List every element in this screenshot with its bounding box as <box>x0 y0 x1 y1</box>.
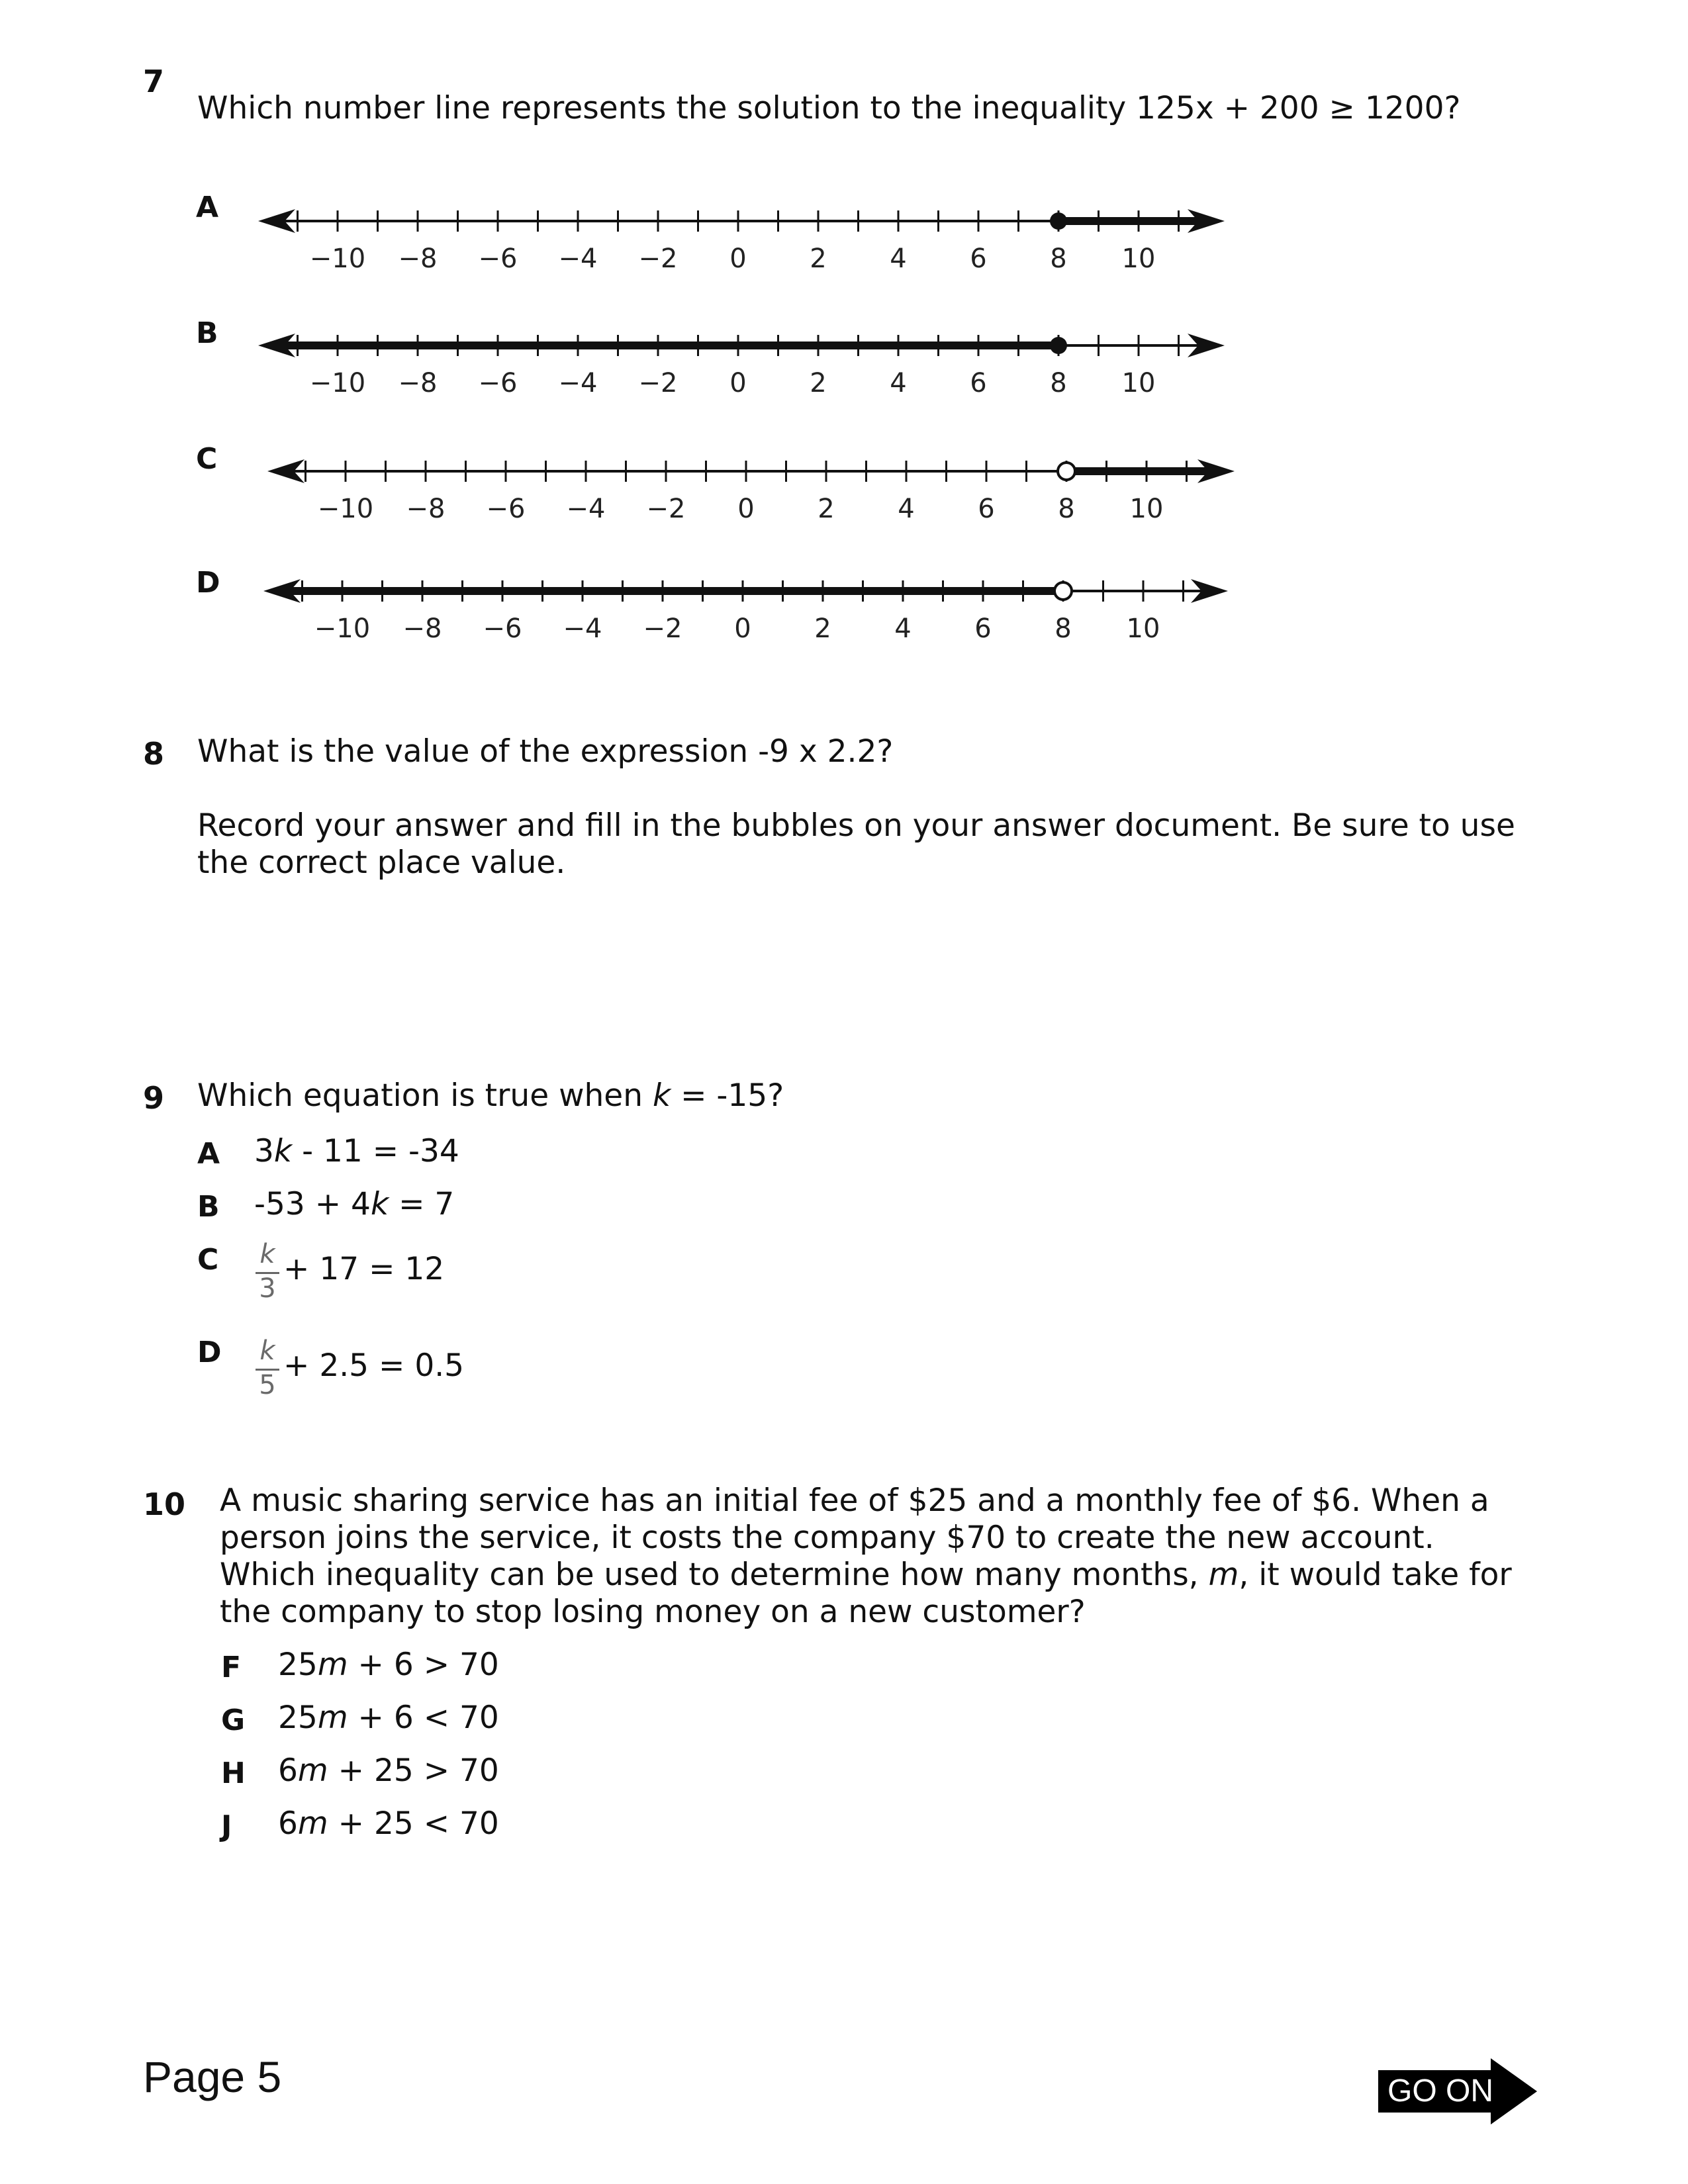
question-text-line: Which inequality can be used to determine how many months, m, it would take for <box>220 1557 1512 1593</box>
tick-label: 8 <box>1050 368 1067 398</box>
tick-label: 8 <box>1058 494 1075 524</box>
tick-label: −2 <box>646 494 686 524</box>
choice-text[interactable]: 6m + 25 < 70 <box>278 1805 499 1842</box>
tick-label: 0 <box>729 244 747 274</box>
tick-label: 10 <box>1129 494 1164 524</box>
choice-text[interactable]: 3k - 11 = -34 <box>254 1133 459 1169</box>
tick-label: −8 <box>398 368 438 398</box>
choice-letter: A <box>196 191 219 224</box>
choice-letter: D <box>196 566 220 600</box>
tick-label: −8 <box>402 614 442 644</box>
question-text-line: the company to stop losing money on a new customer? <box>220 1594 1086 1630</box>
tick-label: 8 <box>1050 244 1067 274</box>
tick-label: 6 <box>970 244 987 274</box>
go-on-indicator <box>1378 2058 1544 2124</box>
choice-text[interactable]: -53 + 4k = 7 <box>254 1186 455 1222</box>
question-text-line: A music sharing service has an initial fee of $25 and a monthly fee of $6. When a <box>220 1482 1489 1519</box>
choice-letter: J <box>221 1809 232 1843</box>
tick-label: 4 <box>890 368 907 398</box>
tick-label: −2 <box>643 614 682 644</box>
tick-label: 10 <box>1126 614 1160 644</box>
tick-label: 4 <box>898 494 915 524</box>
go-on-label: GO ON <box>1381 2073 1500 2110</box>
closed-endpoint <box>1050 337 1067 354</box>
choice-letter: D <box>197 1336 222 1369</box>
closed-endpoint <box>1050 212 1067 230</box>
choice-letter: C <box>196 442 218 476</box>
question-number: 9 <box>143 1080 165 1116</box>
tick-label: 2 <box>818 494 835 524</box>
tick-label: −2 <box>638 244 678 274</box>
tick-label: −10 <box>317 494 374 524</box>
tick-label: 2 <box>810 244 827 274</box>
choice-letter: F <box>221 1651 242 1684</box>
tick-label: 4 <box>890 244 907 274</box>
tick-label: −6 <box>478 244 518 274</box>
question-text-line: person joins the service, it costs the company $70 to create the new account. <box>220 1520 1434 1556</box>
question-number: 10 <box>143 1486 186 1522</box>
tick-label: −2 <box>638 368 678 398</box>
tick-label: 10 <box>1121 244 1156 274</box>
choice-letter: B <box>196 316 218 350</box>
instruction-line: the correct place value. <box>197 844 566 881</box>
open-endpoint <box>1058 463 1075 480</box>
tick-label: 6 <box>978 494 995 524</box>
tick-label: 0 <box>734 614 751 644</box>
question-prompt: Which number line represents the solution to the inequality 125x + 200 ≥ 1200? <box>197 90 1461 126</box>
tick-label: −4 <box>563 614 602 644</box>
choice-text[interactable]: 25m + 6 < 70 <box>278 1700 499 1736</box>
question-prompt: Which equation is true when k = -15? <box>197 1077 784 1114</box>
instruction-line: Record your answer and fill in the bubbles on your answer document. Be sure to use <box>197 807 1515 844</box>
choice-text[interactable]: 25m + 6 > 70 <box>278 1647 499 1683</box>
tick-label: 10 <box>1121 368 1156 398</box>
choice-letter: C <box>197 1243 219 1277</box>
tick-label: −6 <box>478 368 518 398</box>
tick-label: −8 <box>406 494 445 524</box>
choice-text[interactable]: k 3 + 17 = 12 <box>254 1239 572 1312</box>
choice-letter: A <box>197 1137 220 1171</box>
tick-label: 8 <box>1055 614 1072 644</box>
choice-text[interactable]: 6m + 25 > 70 <box>278 1752 499 1789</box>
tick-label: −6 <box>486 494 526 524</box>
tick-label: −4 <box>558 368 598 398</box>
tick-label: −4 <box>566 494 606 524</box>
tick-label: 6 <box>974 614 992 644</box>
tick-label: 4 <box>894 614 912 644</box>
choice-letter: B <box>197 1190 220 1224</box>
tick-label: −10 <box>314 614 371 644</box>
number-lines <box>0 0 1688 695</box>
choice-letter: G <box>221 1704 246 1737</box>
tick-label: −8 <box>398 244 438 274</box>
tick-label: 2 <box>810 368 827 398</box>
page-number: Page 5 <box>143 2052 282 2101</box>
question-prompt: What is the value of the expression -9 x 2.2? <box>197 733 894 770</box>
question-number: 7 <box>143 64 165 99</box>
choice-letter: H <box>221 1756 246 1790</box>
tick-label: −10 <box>309 244 366 274</box>
tick-label: −6 <box>483 614 522 644</box>
tick-label: −10 <box>309 368 366 398</box>
tick-label: 0 <box>729 368 747 398</box>
tick-label: −4 <box>558 244 598 274</box>
tick-label: 0 <box>737 494 755 524</box>
choice-text[interactable]: k 5 + 2.5 = 0.5 <box>254 1336 572 1408</box>
question-number: 8 <box>143 736 165 772</box>
open-endpoint <box>1055 582 1072 600</box>
tick-label: 6 <box>970 368 987 398</box>
tick-label: 2 <box>814 614 831 644</box>
